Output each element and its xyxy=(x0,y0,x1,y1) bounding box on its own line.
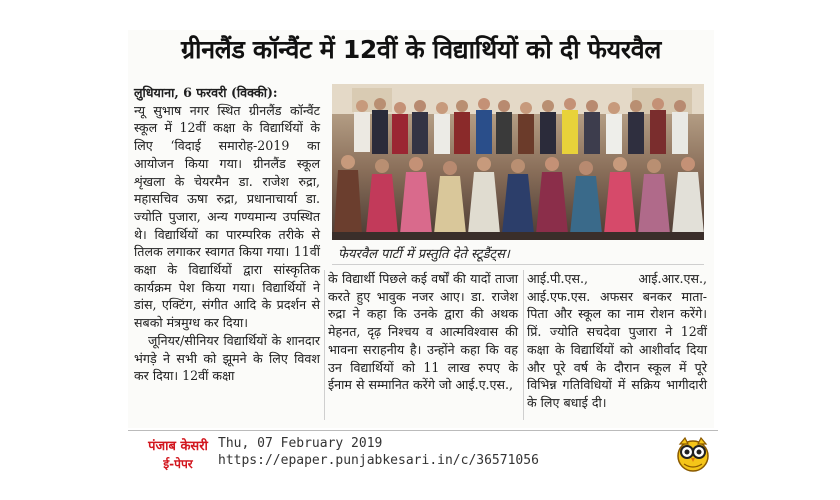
edition-url[interactable]: https://epaper.punjabkesari.in/c/36571056 xyxy=(218,453,539,468)
article-column-2 xyxy=(328,270,518,394)
divider xyxy=(332,264,704,265)
article-paragraph: के विद्यार्थी पिछले कई वर्षों की यादों ताजा करते हुए भावुक नजर आए। डा. राजेश रुद्रा ने कहा कि उनके द्वारा की अथक मेहनत, दृढ़ निश्चय व आत्मविश्वास की भावना सराहनीय है। उन्होंने कहा कि वह उन विद्यार्थियों को 11 लाख रुपए के ईनाम से सम्मानित करेंगे जो आई.ए.एस., xyxy=(328,271,518,393)
article-paragraph: आई.पी.एस., आई.आर.एस., आई.एफ.एस. अफसर बनकर माता-पिता और स्कूल का नाम रोशन करेंगे। प्रिं. ज्योति सचदेवा पुजारा ने 12वीं कक्षा के विद्यार्थियों को आशीर्वाद दिया और पूरे वर्ष के दौरान स्कूल में पूरे विभिन्न गतिविधियों में सक्रिय भागीदारी के लिए बधाई दी। xyxy=(527,271,707,410)
newspaper-clipping xyxy=(128,30,714,428)
edition-date: Thu, 07 February 2019 xyxy=(218,436,383,451)
article-dateline: लुधियाना, 6 फरवरी (विक्की): xyxy=(134,85,278,100)
publisher-logo[interactable] xyxy=(138,436,218,472)
brand-subtitle: ई-पेपर xyxy=(163,457,193,471)
brand-name: पंजाब केसरी xyxy=(148,439,208,454)
photo-caption: फेयरवैल पार्टी में प्रस्तुति देते स्टूडैंट्स। xyxy=(338,247,510,262)
article-column-3 xyxy=(527,270,707,412)
article-paragraph: जूनियर/सीनियर विद्यार्थियों के शानदार भंगड़े ने सभी को झूमने के लिए विवश कर दिया। 12वीं कक्षा xyxy=(134,332,320,384)
edition-meta xyxy=(218,435,539,469)
article-headline: ग्रीनलैंड कॉन्वैंट में 12वीं के विद्यार्थियों को दी फेयरवैल xyxy=(180,35,662,64)
column-divider xyxy=(324,270,325,420)
article-column-1 xyxy=(134,84,320,385)
farewell-photo-illustration xyxy=(332,84,704,240)
owl-icon xyxy=(676,434,710,472)
column-divider xyxy=(523,270,524,420)
article-photo xyxy=(332,84,704,240)
footer-divider xyxy=(128,430,718,431)
article-paragraph: न्यू सुभाष नगर स्थित ग्रीनलैंड कॉन्वैंट स्कूल में 12वीं कक्षा के विद्यार्थियों के लिए ‘विदाई समारोह-2019 का आयोजन किया गया। ग्रीनलैंड स्कूल शृंखला के चेयरमैन डा. राजेश रुद्रा, महासचिव ऊषा रुद्रा, प्रधानाचार्या डा. ज्योति पुजारा, अन्य गण्यमान्य उपस्थित थे। विद्यार्थियों का पारम्परिक तरीके से तिलक लगाकर स्वागत किया गया। 11वीं कक्षा के विद्यार्थियों द्वारा सांस्कृतिक कार्यक्रम पेश किया गया। विद्यार्थियों ने डांस, एक्टिंग, संगीत आदि के प्रदर्शन से सबको मंत्रमुग्ध कर दिया। xyxy=(134,102,320,331)
